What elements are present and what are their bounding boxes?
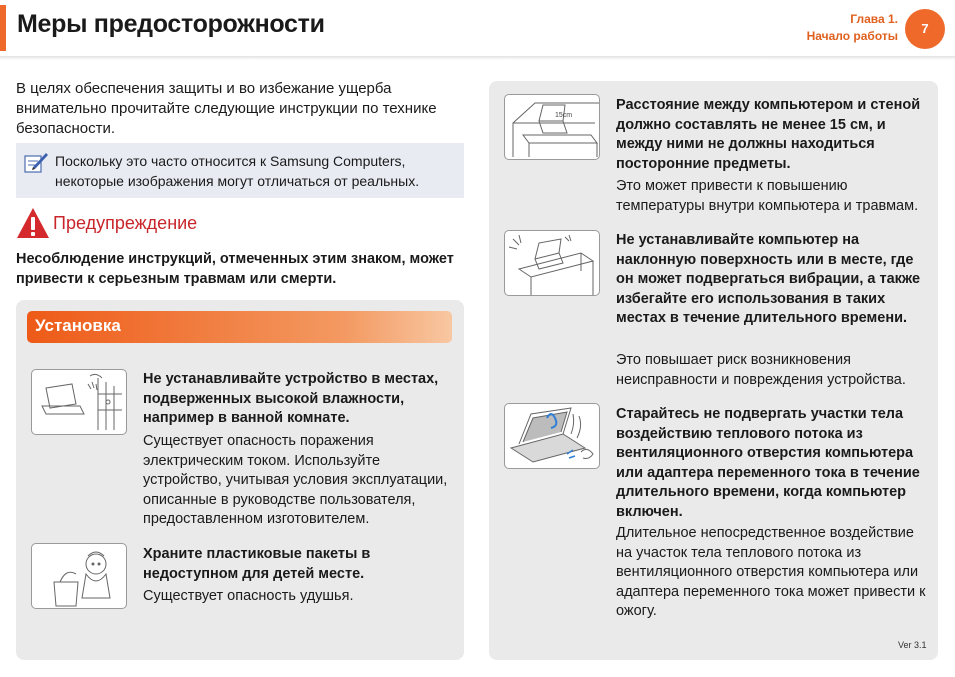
hot-air-warning-text: Длительное непосредственное воздействие на участок тела теплового потока из вентиляционного отверстия компьютера или адаптера переменного тока может привести к ожогу. [616,525,926,619]
bathroom-warning-text: Существует опасность поражения электрическим током. Используйте устройство, учитывая условия эксплуатации, описанные в руководстве пользователя, предоставленном изготовителем. [143,433,448,527]
child-with-plastic-bag-illustration [31,543,127,609]
chapter-title: Начало работы [806,29,898,43]
page-number-badge: 7 [905,9,945,49]
wall-distance-heading: Расстояние между компьютером и стеной должно составлять не менее 15 см, и между ними не должны находиться посторонние предметы. [616,97,921,172]
pencil-note-icon [22,150,50,181]
hot-air-warning-heading: Старайтесь не подвергать участки тела воздействию теплового потока из вентиляционного отверстия компьютера или адаптера переменного тока в течение длительного времени, когда компьютер включен. [616,406,920,520]
plastic-bag-warning-text: Существует опасность удушья. [143,588,354,604]
header-divider [0,56,955,60]
installation-section-header [27,311,452,343]
note-box [16,143,464,198]
header-accent-bar [0,5,6,51]
bathroom-warning-heading: Не устанавливайте устройство в местах, подверженных высокой влажности, например в ванной комнате. [143,371,439,426]
chapter-number: Глава 1. [850,12,898,26]
page-title: Меры предосторожности [17,10,325,38]
laptop-near-wall-illustration [504,94,600,160]
slope-warning-text: Это повышает риск возникновения неисправности и повреждения устройства. [616,352,906,388]
version-label: Ver 3.1 [898,640,927,650]
wall-distance-text: Это может привести к повышению температуры внутри компьютера и травмам. [616,178,919,214]
laptop-in-bathroom-illustration [31,369,127,435]
hot-air-vent-illustration [504,403,600,469]
warning-title: Предупреждение [53,213,198,233]
slope-warning-heading: Не устанавливайте компьютер на наклонную поверхность или в месте, где он может подвергаться вибрации, а также избегайте его использования в таких местах в течение длительного времени. [616,232,921,326]
distance-label: 15cm [555,112,573,119]
warning-triangle-icon [16,207,50,244]
warning-text: Несоблюдение инструкций, отмеченных этим знаком, может привести к серьезным травмам или смерти. [16,251,454,287]
plastic-bag-warning-heading: Храните пластиковые пакеты в недоступном для детей месте. [143,546,371,582]
note-text: Поскольку это часто относится к Samsung Computers, некоторые изображения могут отличаться от реальных. [55,153,420,189]
chapter-label[interactable] [807,11,898,45]
section-title: Установка [35,316,121,335]
intro-text: В целях обеспечения защиты и во избежание ущерба внимательно прочитайте следующие инструкции по технике безопасности. [16,80,437,137]
laptop-on-slope-illustration [504,230,600,296]
